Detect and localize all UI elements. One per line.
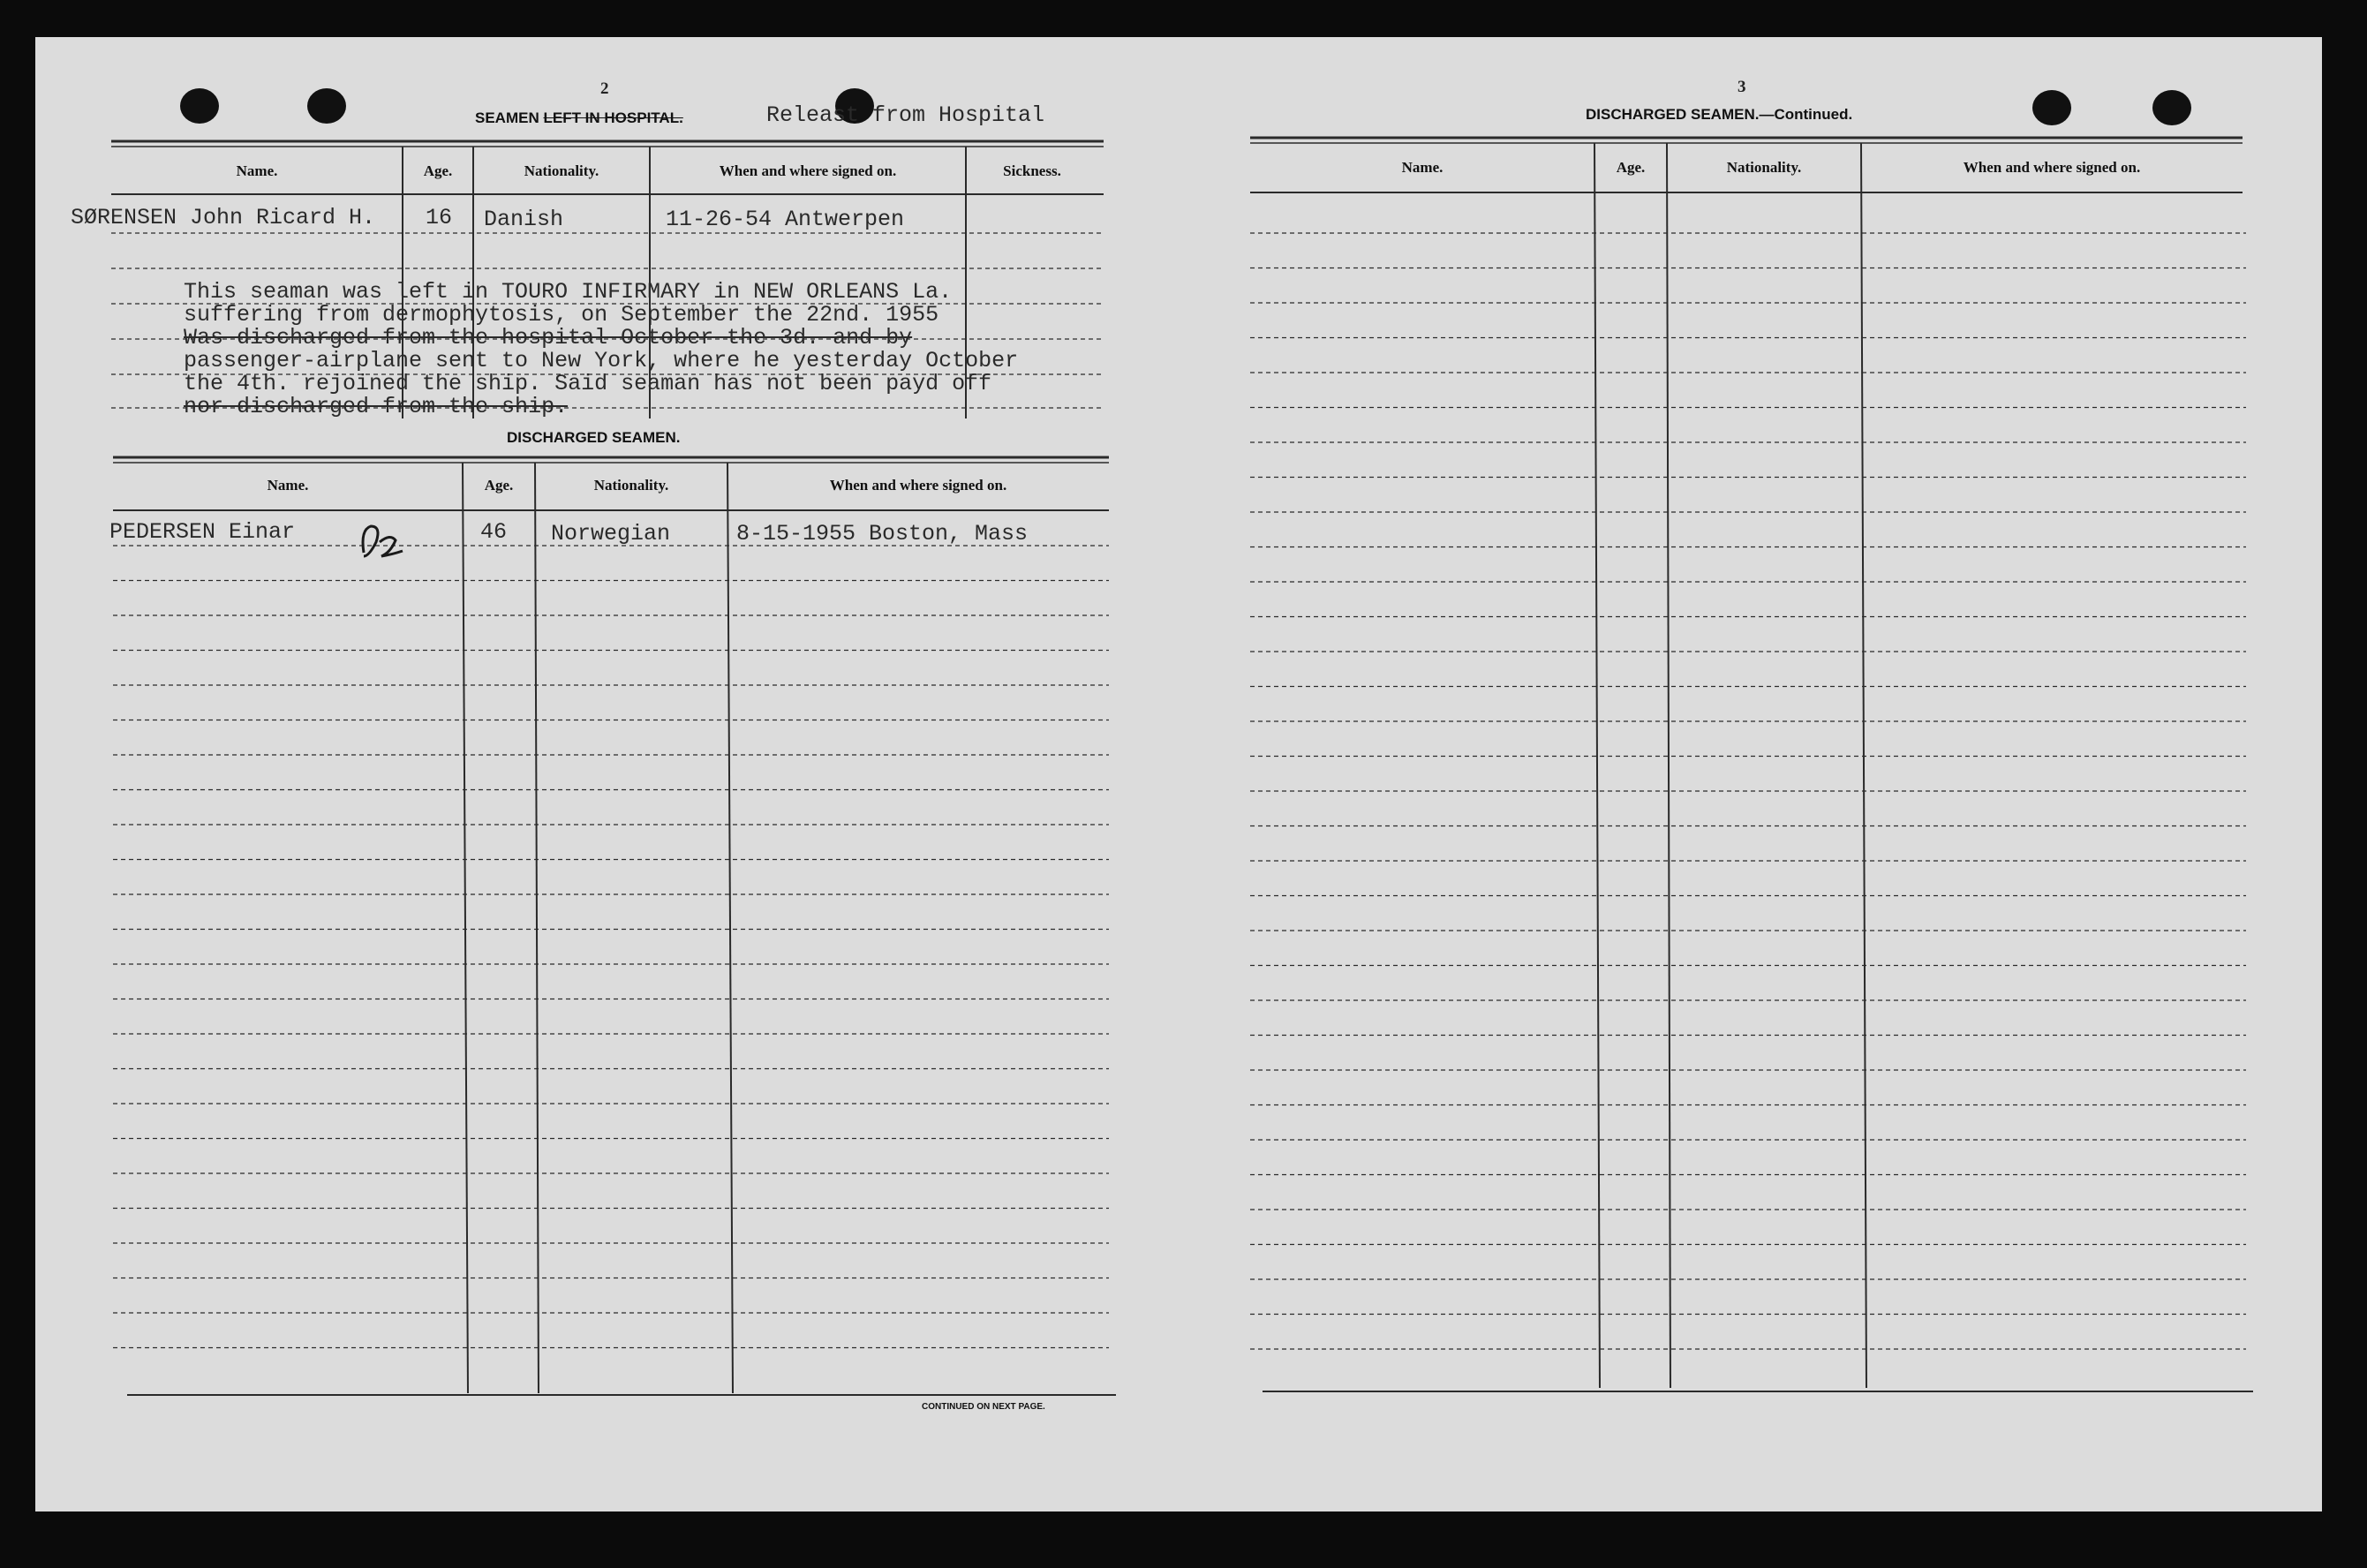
row-nationality: Danish — [484, 207, 564, 232]
continued-footnote: CONTINUED ON NEXT PAGE. — [922, 1402, 1045, 1412]
note-line: This seaman was left in TOURO INFIRMARY in NEW ORLEANS La. — [184, 279, 953, 305]
note-line: the 4th. rejoined the ship. Said seaman has not been payd off — [184, 371, 992, 396]
note-line: Was discharged from the hospital October the 3d. and by — [184, 325, 913, 351]
row-signed-on: 11-26-54 Antwerpen — [666, 207, 905, 232]
page-number-left: 2 — [600, 79, 609, 98]
col-header-nationality: Nationality. — [1726, 159, 1802, 176]
discharged-row-signed-on: 8-15-1955 Boston, Mass — [736, 521, 1029, 547]
note-line: passenger-airplane sent to New York, where he yesterday October — [184, 348, 1019, 373]
discharged-row-age: 46 — [480, 519, 508, 545]
section-title-continued: DISCHARGED SEAMEN.—Continued. — [1586, 106, 1853, 123]
col-header-signed-on: When and where signed on. — [719, 162, 897, 179]
col-header-signed-on: When and where signed on. — [829, 477, 1007, 494]
col-header-name: Name. — [1401, 159, 1444, 176]
note-line: suffering from dermophytosis, on September the 22nd. 1955 — [184, 302, 939, 328]
col-header-signed-on: When and where signed on. — [1963, 159, 2141, 176]
col-header-nationality: Nationality. — [593, 477, 669, 494]
row-name: SØRENSEN John Ricard H. — [71, 205, 376, 230]
col-header-name: Name. — [267, 477, 309, 494]
col-header-sickness: Sickness. — [1003, 162, 1061, 179]
page-number-right: 3 — [1738, 78, 1746, 96]
col-header-age: Age. — [484, 477, 514, 494]
discharged-row-nationality: Norwegian — [551, 521, 671, 547]
row-age: 16 — [426, 205, 453, 230]
note-line: nor discharged from the ship. — [184, 394, 569, 419]
col-header-nationality: Nationality. — [524, 162, 599, 179]
discharged-seamen-title: DISCHARGED SEAMEN. — [507, 429, 681, 446]
document-sheet — [35, 37, 2322, 1511]
section-title-prefix: SEAMEN — [475, 109, 539, 126]
form-rules — [35, 37, 2322, 1511]
col-header-name: Name. — [236, 162, 278, 179]
discharged-row-name: PEDERSEN Einar — [109, 519, 296, 545]
section-title-struck: LEFT IN HOSPITAL. — [543, 109, 683, 126]
col-header-age: Age. — [1616, 159, 1646, 176]
section-title-seamen — [475, 109, 683, 127]
typed-title: Releast from Hospital — [766, 102, 1045, 128]
col-header-age: Age. — [423, 162, 453, 179]
